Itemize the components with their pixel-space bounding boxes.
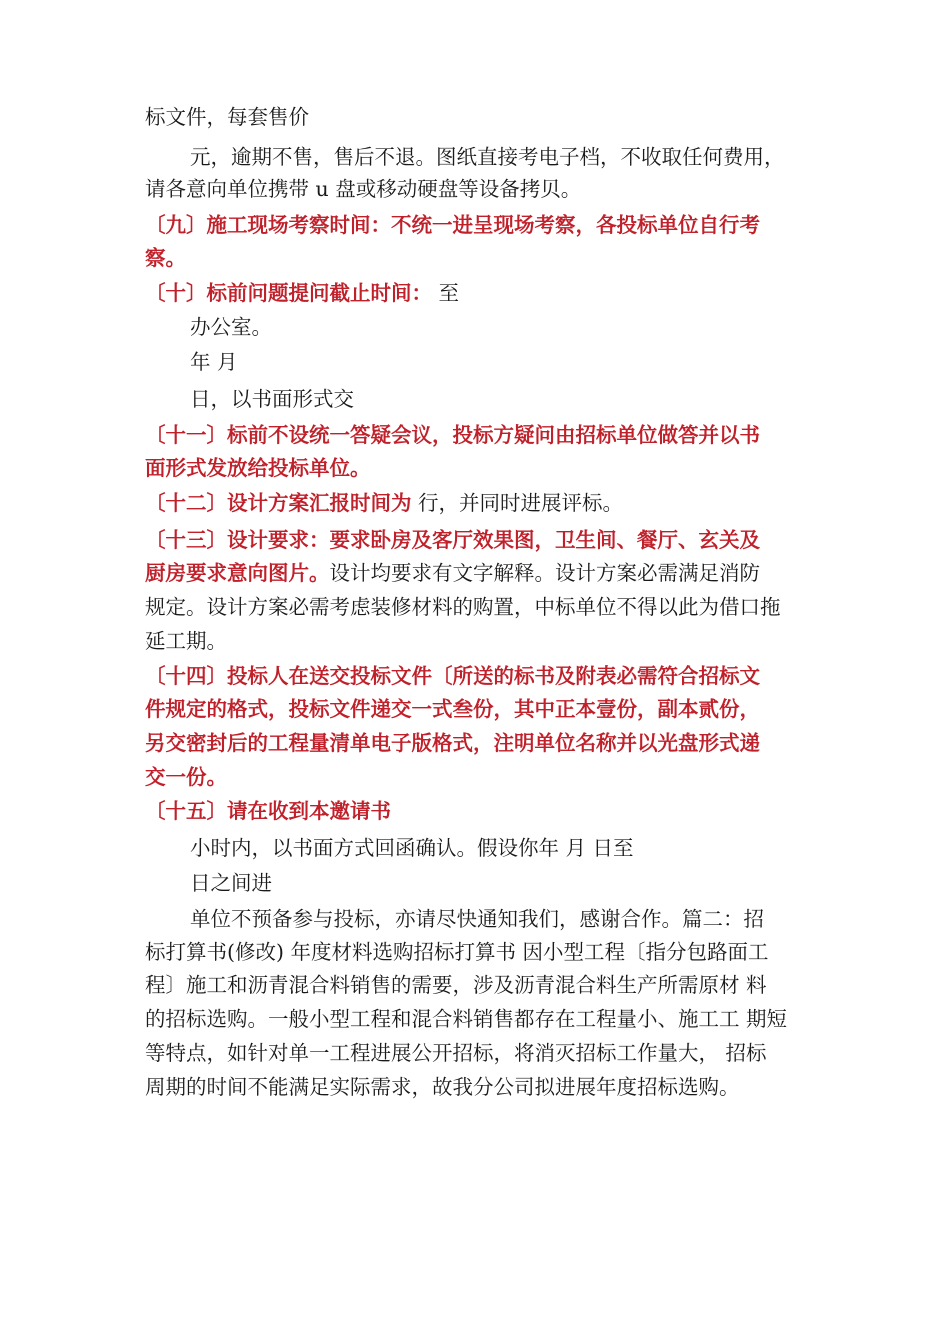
text-line: 规定。设计方案必需考虑装修材料的购置，中标单位不得以此为借口拖 (145, 595, 781, 619)
text-line: 单位不预备参与投标，亦请尽快通知我们，感谢合作。篇二：招 (190, 907, 764, 931)
clause-15: 〔十五〕请在收到本邀请书 (145, 799, 391, 823)
clause-11-cont: 面形式发放给投标单位。 (145, 456, 371, 480)
clause-14: 〔十四〕投标人在送交投标文件〔所送的标书及附表必需符合招标文 (145, 664, 760, 688)
text-line: 办公室。 (190, 315, 272, 339)
clause-9: 〔九〕施工现场考察时间：不统一进呈现场考察，各投标单位自行考 (145, 213, 760, 237)
text-line: 程〕施工和沥青混合料销售的需要，涉及沥青混合料生产所需原材 料 (145, 973, 767, 997)
clause-14-cont: 另交密封后的工程量清单电子版格式，注明单位名称并以光盘形式递 (145, 731, 760, 755)
text-line: 日，以书面形式交 (190, 387, 354, 411)
text-line: 请各意向单位携带 u 盘或移动硬盘等设备拷贝。 (145, 177, 582, 201)
clause-13-bold: 厨房要求意向图片。 (145, 561, 330, 585)
clause-10-title: 〔十〕标前问题提问截止时间： (145, 281, 432, 305)
text-span: 设计均要求有文字解释。设计方案必需满足消防 (329, 561, 760, 585)
clause-10 (145, 279, 459, 307)
text-line: 周期的时间不能满足实际需求，故我分公司拟进展年度招标选购。 (145, 1075, 740, 1099)
text-line: 日之间进 (190, 871, 272, 895)
text-line: 等特点，如针对单一工程进展公开招标，将消灭招标工作量大， 招标 (145, 1041, 767, 1065)
text-line: 延工期。 (145, 629, 227, 653)
clause-11: 〔十一〕标前不设统一答疑会议，投标方疑问由招标单位做答并以书 (145, 423, 760, 447)
text-line: 的招标选购。一般小型工程和混合料销售都存在工程量小、施工工 期短 (145, 1007, 788, 1031)
clause-13-cont (145, 559, 760, 587)
text-line: 元，逾期不售，售后不退。图纸直接考电子档，不收取任何费用， (190, 145, 785, 169)
clause-12 (145, 489, 623, 517)
clause-13: 〔十三〕设计要求：要求卧房及客厅效果图，卫生间、餐厅、玄关及 (145, 528, 760, 552)
text-line: 标文件，每套售价 (145, 105, 309, 129)
text-line: 标打算书(修改) 年度材料选购招标打算书 因小型工程〔指分包路面工 (145, 940, 769, 964)
clause-14-cont: 交一份。 (145, 765, 227, 789)
text-span: 行，并同时进展评标。 (411, 491, 624, 515)
text-line: 小时内，以书面方式回函确认。假设你年 月 日至 (190, 836, 634, 860)
clause-14-cont: 件规定的格式，投标文件递交一式叁份，其中正本壹份，副本贰份， (145, 697, 760, 721)
clause-12-title: 〔十二〕设计方案汇报时间为 (145, 491, 412, 515)
text-line: 年 月 (190, 350, 238, 374)
text-span: 至 (432, 281, 460, 305)
clause-9-cont: 察。 (145, 246, 186, 270)
